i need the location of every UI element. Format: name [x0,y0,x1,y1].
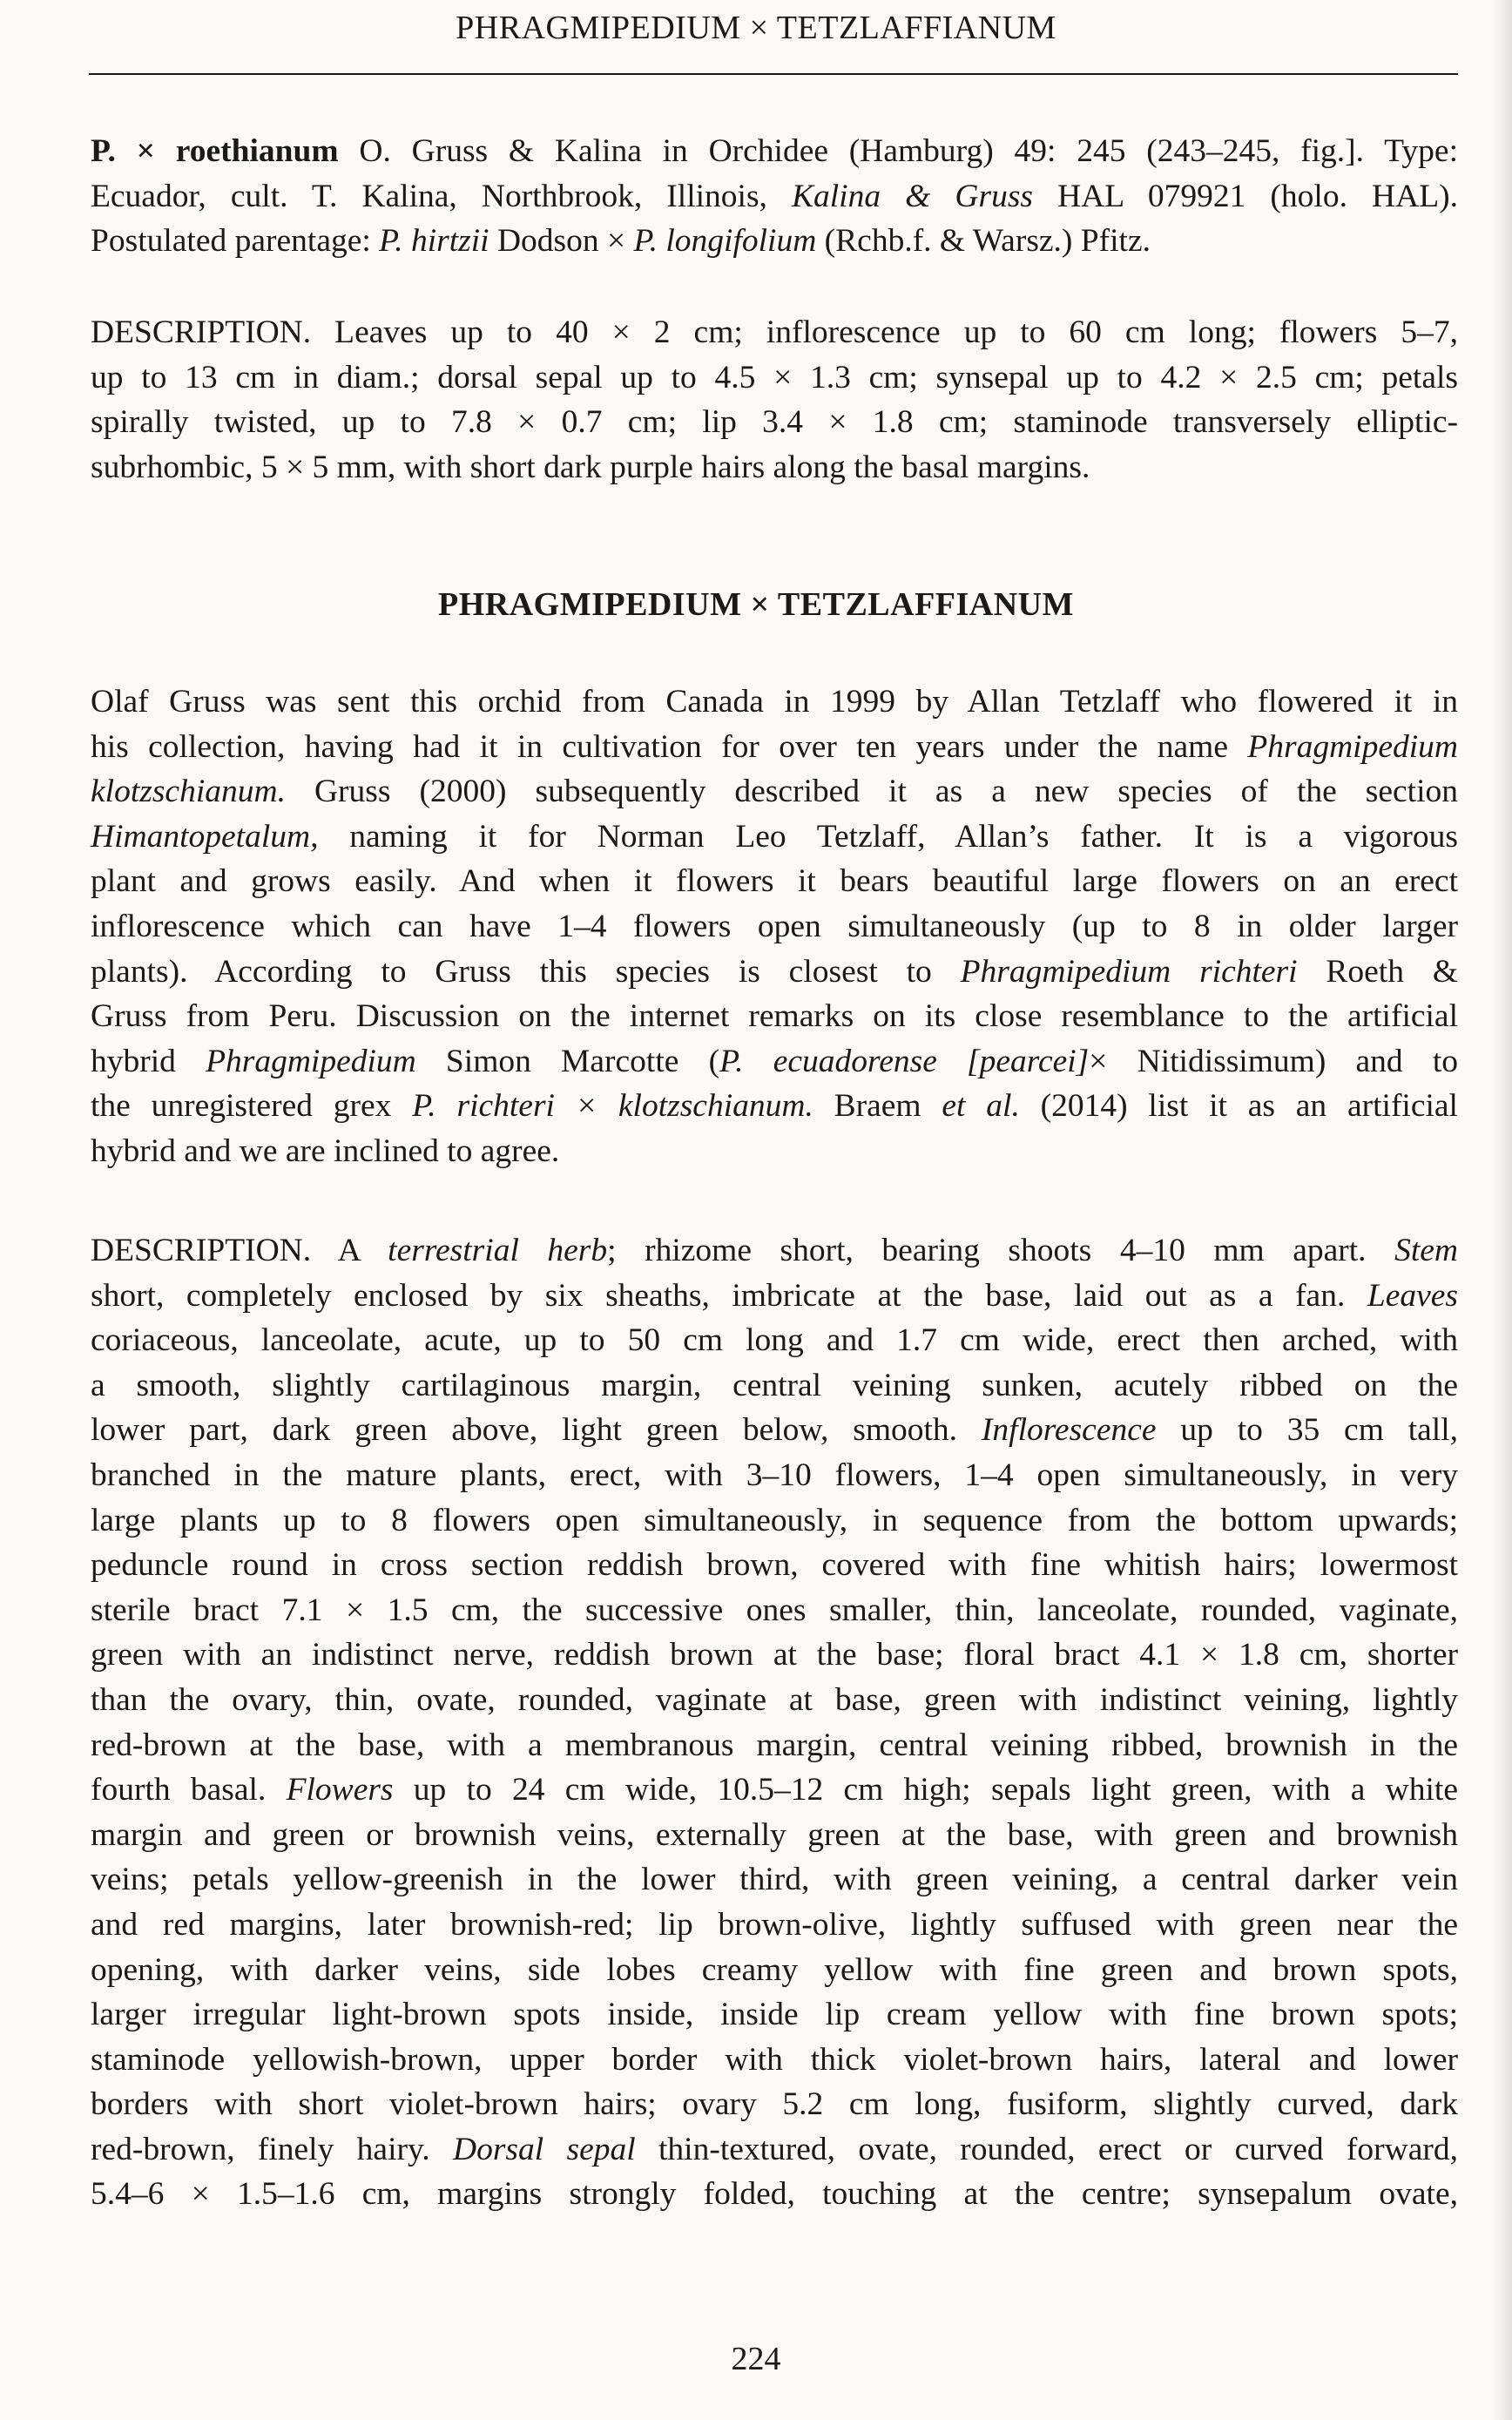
description-line: DESCRIPTION. Leaves up to 40 × 2 cm; inflorescence up to 60 cm long; flowers 5–7, [91,314,1458,350]
description-line [91,2127,1458,2173]
description-line: subrhombic, 5 × 5 mm, with short dark purple hairs along the basal margins. [91,449,1090,485]
description-line: and red margins, later brownish-red; lip brown-olive, lightly suffused with green near the [91,1906,1458,1943]
description-line: spirally twisted, up to 7.8 × 0.7 cm; lip 3.4 × 1.8 cm; staminode transversely elliptic- [91,404,1458,441]
description-text: lower part, dark green above, light green below, smooth. [91,1412,982,1449]
intro-line: hybrid and we are inclined to agree. [91,1132,560,1169]
intro-text: hybrid [91,1043,206,1079]
intro-text: Braem [813,1088,942,1125]
intro-text: Simon Marcotte ( [415,1043,720,1079]
taxon-name: klotzschianum. [91,774,286,810]
organ-term: Leaves [1367,1277,1458,1314]
description-text: DESCRIPTION. A [91,1233,388,1268]
parent-name: P. hirtzii [379,223,489,260]
taxon-name: P. richteri × klotzschianum. [412,1088,813,1125]
synonym-line [91,129,1458,174]
intro-text: the unregistered grex [91,1088,413,1125]
organ-term: Flowers [286,1772,394,1808]
intro-line: plant and grows easily. And when it flowers it bears beautiful large flowers on an erect [91,863,1458,900]
intro-line: inflorescence which can have 1–4 flowers open simultaneously (up to 8 in older larger [91,908,1458,944]
section-name: Himantopetalum, [91,818,319,855]
description-line: coriaceous, lanceolate, acute, up to 50 cm long and 1.7 cm wide, erect then arched, with [91,1322,1458,1359]
organ-term: Stem [1394,1233,1458,1268]
page-edge-shadow [1493,0,1512,2420]
synonym-name: roethianum [175,133,339,169]
description-line [91,1228,1458,1274]
header-rule [89,73,1458,75]
taxon-name: Phragmipedium [206,1043,416,1079]
synonym-text: HAL 079921 (holo. HAL). [1033,178,1458,214]
intro-text: his collection, having had it in cultivation for over ten years under the name [91,728,1248,765]
organ-term: Inflorescence [981,1412,1157,1449]
description-line: green with an indistinct nerve, reddish brown at the base; floral bract 4.1 × 1.8 cm, shorter [91,1637,1458,1673]
description-line: opening, with darker veins, side lobes creamy yellow with fine green and brown spots, [91,1951,1458,1988]
taxon-name: Phragmipedium richteri [960,953,1298,990]
description-line: peduncle round in cross section reddish brown, covered with fine whitish hairs; lowermost [91,1547,1458,1584]
synonym-citation: O. Gruss & Kalina in Orchidee (Hamburg) 49: 245 (243–245, fig.]. Type: [338,133,1458,169]
intro-line [91,1084,1458,1129]
synonym-prefix: P. × [91,133,176,169]
description-line: 5.4–6 × 1.5–1.6 cm, margins strongly folded, touching at the centre; synsepalum ovate, [91,2176,1458,2213]
page-number: 224 [731,2341,781,2377]
citation-etal: et al. [942,1088,1020,1125]
intro-line [91,769,1458,815]
synonym-collector: Kalina & Gruss [792,178,1034,214]
intro-line: Gruss from Peru. Discussion on the internet remarks on its close resemblance to the artificial [91,998,1458,1035]
synonym-paragraph [91,129,1458,264]
description-text: up to 35 cm tall, [1156,1412,1458,1449]
intro-line [91,950,1458,995]
intro-text: Gruss (2000) subsequently described it as a new species of the section [285,774,1458,810]
description-line: up to 13 cm in diam.; dorsal sepal up to 4.5 × 1.3 cm; synsepal up to 4.2 × 2.5 cm; petals [91,359,1458,395]
synonym-text: Ecuador, cult. T. Kalina, Northbrook, Illinois, [91,178,792,214]
synonym-text: Postulated parentage: [91,223,380,260]
description-text: short, completely enclosed by six sheaths, imbricate at the base, laid out as a fan. [91,1277,1367,1314]
description-text: red-brown, finely hairy. [91,2131,453,2167]
habit-term: terrestrial herb [388,1233,608,1268]
synonym-line [91,174,1458,220]
description-line: red-brown at the base, with a membranous margin, central veining ribbed, brownish in the [91,1727,1458,1763]
description-text: thin-textured, ovate, rounded, erect or curved forward, [635,2131,1458,2167]
taxon-name: Phragmipedium [1247,728,1458,765]
description-paragraph-1 [91,310,1458,490]
synonym-line [91,219,1458,264]
description-text: fourth basal. [91,1772,287,1808]
section-title: PHRAGMIPEDIUM × TETZLAFFIANUM [437,586,1074,623]
organ-term: Dorsal sepal [453,2131,636,2167]
description-paragraph-2 [91,1228,1458,2217]
synonym-text: Dodson × [489,223,634,260]
description-line: veins; petals yellow-greenish in the lower third, with green veining, a central darker vein [91,1862,1458,1898]
intro-line [91,815,1458,860]
description-line: borders with short violet-brown hairs; ovary 5.2 cm long, fusiform, slightly curved, dark [91,2086,1458,2123]
description-line: staminode yellowish-brown, upper border with thick violet-brown hairs, lateral and lower [91,2041,1458,2078]
description-line: large plants up to 8 flowers open simultaneously, in sequence from the bottom upwards; [91,1502,1458,1538]
synonym-entry [91,129,1458,264]
running-head: PHRAGMIPEDIUM × TETZLAFFIANUM [456,10,1056,46]
description-line: margin and green or brownish veins, externally green at the base, with green and brownish [91,1816,1458,1853]
description-block-1 [91,310,1458,490]
parent-name: P. longifolium [633,223,817,260]
intro-text: plants). According to Gruss this species is closest to [91,953,961,990]
description-line: than the ovary, thin, ovate, rounded, vaginate at base, green with indistinct veining, lightly [91,1681,1458,1718]
intro-paragraph [91,679,1458,1174]
description-line: branched in the mature plants, erect, with 3–10 flowers, 1–4 open simultaneously, in very [91,1457,1458,1493]
intro-text: × Nitidissimum) and to [1089,1043,1458,1079]
description-block-2 [91,1228,1458,2217]
description-text: up to 24 cm wide, 10.5–12 cm high; sepals light green, with a white [393,1772,1458,1808]
intro-line: Olaf Gruss was sent this orchid from Canada in 1999 by Allan Tetzlaff who flowered it in [91,684,1458,720]
description-line: a smooth, slightly cartilaginous margin, central veining sunken, acutely ribbed on the [91,1367,1458,1403]
description-line: sterile bract 7.1 × 1.5 cm, the successive ones smaller, thin, lanceolate, rounded, vaginate, [91,1592,1458,1628]
intro-line [91,725,1458,770]
description-line [91,1408,1458,1453]
taxon-name: P. ecuadorense [pearcei] [719,1043,1090,1079]
description-text: ; rhizome short, bearing shoots 4–10 mm apart. [607,1233,1395,1268]
intro-text: naming it for Norman Leo Tetzlaff, Allan’s father. It is a vigorous [318,818,1458,855]
description-line [91,1274,1458,1319]
synonym-text: (Rchb.f. & Warsz.) Pfitz. [816,223,1151,260]
description-line [91,1768,1458,1813]
intro-line [91,1039,1458,1085]
intro-block [91,679,1458,1174]
intro-text: (2014) list it as an artificial [1019,1088,1458,1125]
description-line: larger irregular light-brown spots inside, inside lip cream yellow with fine brown spots; [91,1997,1458,2033]
intro-text: Roeth & [1297,953,1458,990]
